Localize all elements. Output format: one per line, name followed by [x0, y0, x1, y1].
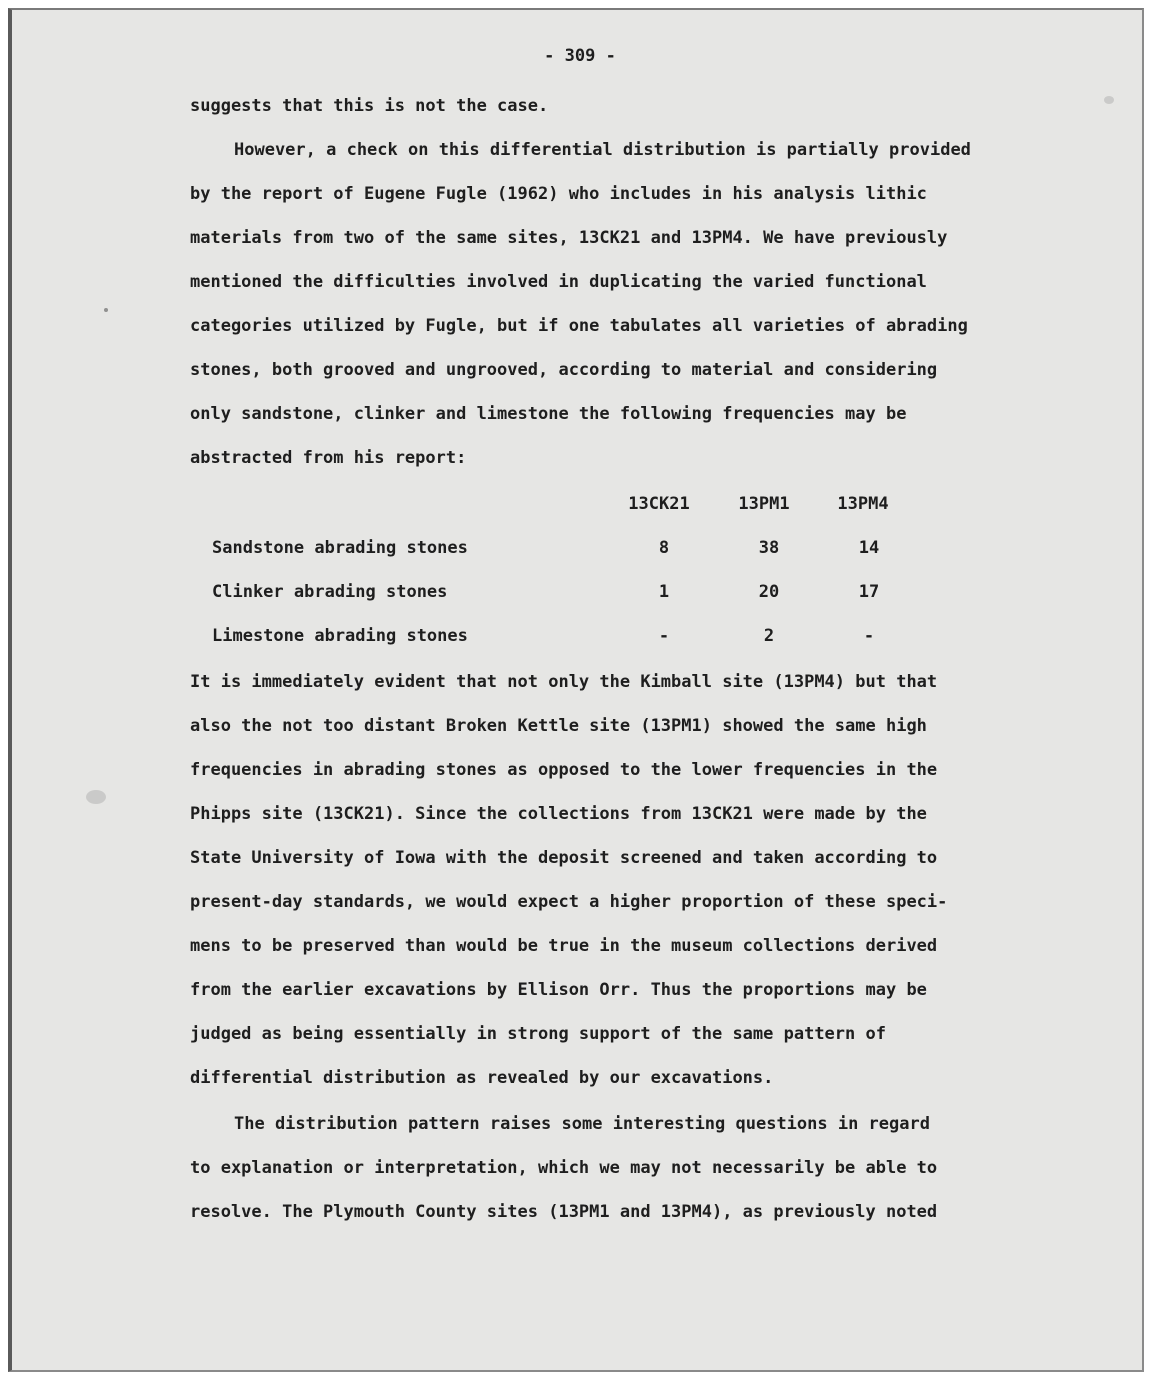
column-header: 13PM4: [837, 494, 889, 514]
table-cell: 17: [858, 582, 880, 602]
table-cell: 38: [758, 538, 780, 558]
text-line: Phipps site (13CK21). Since the collections from 13CK21 were made by the: [190, 804, 927, 824]
text-line: State University of Iowa with the deposit screened and taken according to: [190, 848, 938, 868]
text-line: to explanation or interpretation, which we may not necessarily be able to: [190, 1158, 938, 1178]
table-cell: 14: [858, 538, 880, 558]
text-line: differential distribution as revealed by our excavations.: [190, 1068, 774, 1088]
row-label: Limestone abrading stones: [212, 626, 468, 646]
table-cell: -: [863, 626, 875, 646]
text-line: materials from two of the same sites, 13CK21 and 13PM4. We have previously: [190, 228, 948, 248]
text-line: resolve. The Plymouth County sites (13PM1 and 13PM4), as previously noted: [190, 1202, 938, 1222]
scan-smudge: [1104, 96, 1114, 104]
scan-speck: [104, 308, 108, 312]
text-line: frequencies in abrading stones as opposed to the lower frequencies in the: [190, 760, 938, 780]
row-label: Clinker abrading stones: [212, 582, 448, 602]
page-number: - 309 -: [544, 46, 616, 66]
table-cell: 2: [763, 626, 775, 646]
table-cell: 20: [758, 582, 780, 602]
text-line: judged as being essentially in strong support of the same pattern of: [190, 1024, 886, 1044]
text-line: by the report of Eugene Fugle (1962) who includes in his analysis lithic: [190, 184, 927, 204]
paragraph-start-line: However, a check on this differential distribution is partially provided: [234, 140, 971, 160]
text-line: mentioned the difficulties involved in duplicating the varied functional: [190, 272, 927, 292]
table-cell: 1: [658, 582, 670, 602]
text-line: also the not too distant Broken Kettle site (13PM1) showed the same high: [190, 716, 927, 736]
table-cell: -: [658, 626, 670, 646]
text-line: stones, both grooved and ungrooved, according to material and considering: [190, 360, 938, 380]
text-line: present-day standards, we would expect a higher proportion of these speci-: [190, 892, 948, 912]
scanned-page: [8, 8, 1144, 1372]
column-header: 13PM1: [738, 494, 790, 514]
text-line: categories utilized by Fugle, but if one tabulates all varieties of abrading: [190, 316, 968, 336]
text-line: It is immediately evident that not only the Kimball site (13PM4) but that: [190, 672, 938, 692]
paragraph-start-line: The distribution pattern raises some interesting questions in regard: [234, 1114, 930, 1134]
text-line: suggests that this is not the case.: [190, 96, 549, 116]
text-line: only sandstone, clinker and limestone the following frequencies may be: [190, 404, 907, 424]
text-line: abstracted from his report:: [190, 448, 467, 468]
text-line: mens to be preserved than would be true in the museum collections derived: [190, 936, 938, 956]
scan-smudge: [86, 790, 106, 804]
column-header: 13CK21: [628, 494, 690, 514]
text-line: from the earlier excavations by Ellison Orr. Thus the proportions may be: [190, 980, 927, 1000]
table-cell: 8: [658, 538, 670, 558]
row-label: Sandstone abrading stones: [212, 538, 468, 558]
